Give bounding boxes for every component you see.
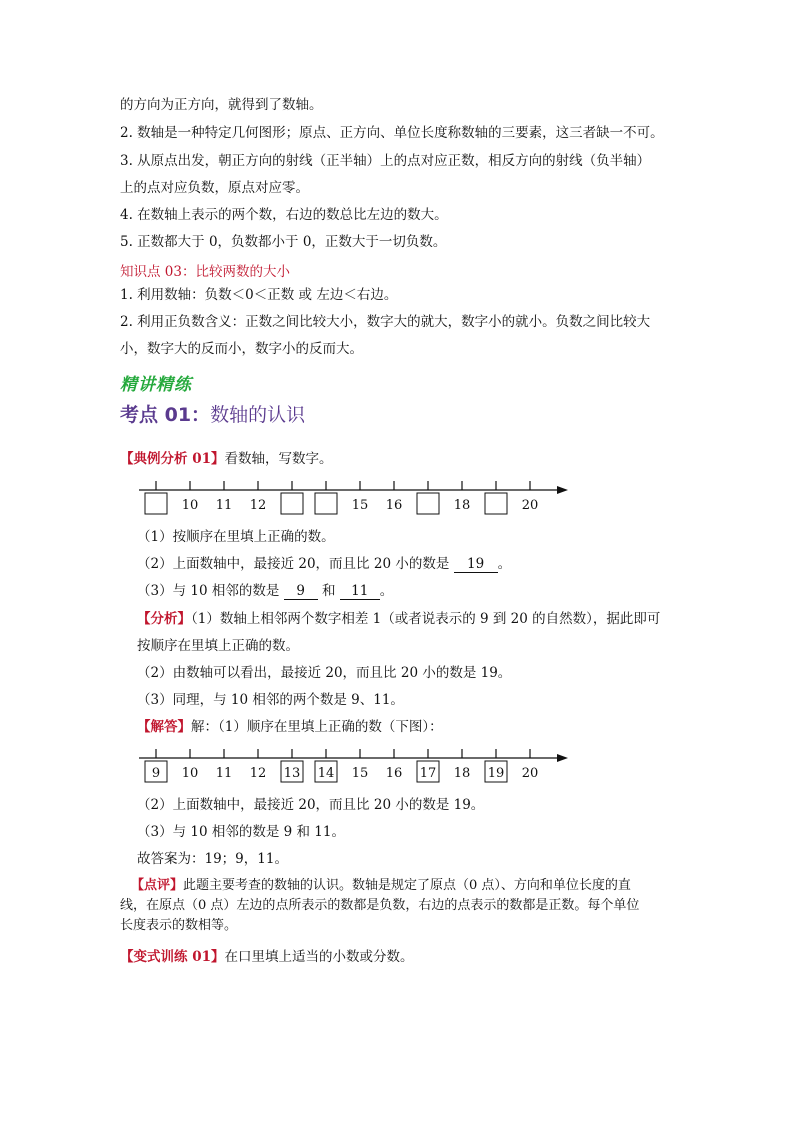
numberline-answer-label: 12 <box>249 766 267 781</box>
numberline-question-box <box>417 493 439 514</box>
numberline-answer-arrow <box>557 754 568 762</box>
topic-heading <box>120 400 305 427</box>
kp03-title: 知识点 03：比较两数的大小 <box>120 264 290 280</box>
example-q2 <box>137 555 511 573</box>
comment-line-1 <box>131 877 631 895</box>
numberline-answer-label: 14 <box>317 766 335 781</box>
variant-tag: 【变式训练 01】 <box>120 949 225 965</box>
answer-line-1 <box>137 718 443 736</box>
numberline-question-box <box>485 493 507 514</box>
topic-prefix: 考点 01： <box>120 404 211 426</box>
numberline-answer-label: 16 <box>385 766 403 781</box>
intro-line-6: 5. 正数都大于 0，负数都小于 0，正数大于一切负数。 <box>120 234 447 250</box>
example-q3 <box>137 582 393 600</box>
analysis-tag: 【分析】 <box>137 611 191 627</box>
topic-name: 数轴的认识 <box>210 404 306 426</box>
example-q3-text: （3）与 10 相邻的数是 <box>137 583 280 599</box>
variant-text: 在口里填上适当的小数或分数。 <box>224 949 414 965</box>
intro-line-1: 的方向为正方向，就得到了数轴。 <box>120 97 323 113</box>
numberline-question-label: 10 <box>181 498 199 513</box>
numberline-question-label: 15 <box>351 498 369 513</box>
analysis-text-1: （1）数轴上相邻两个数字相差 1（或者说表示的 9 到 20 的自然数），据此即可 <box>191 611 661 627</box>
numberline-question-box <box>315 493 337 514</box>
comment-line-2: 线，在原点（0 点）左边的点所表示的数都是负数，右边的点表示的数都是正数。每个单位 <box>120 898 640 913</box>
numberline-question-label: 16 <box>385 498 403 513</box>
numberline-answer-label: 18 <box>453 766 471 781</box>
kp03-line-3: 小，数字大的反而小，数字小的反而大。 <box>120 341 363 357</box>
intro-line-3: 3. 从原点出发，朝正方向的射线（正半轴）上的点对应正数，相反方向的射线（负半轴） <box>120 153 651 169</box>
example-prompt: 看数轴，写数字。 <box>224 451 333 467</box>
numberline-answer-label: 17 <box>419 766 437 781</box>
example-q2-text: （2）上面数轴中，最接近 20，而且比 20 小的数是 <box>137 556 450 572</box>
numberline-answer-label: 19 <box>487 766 505 781</box>
answer-tag: 【解答】 <box>137 719 191 735</box>
numberline-question-box <box>145 493 167 514</box>
analysis-line-1 <box>137 610 660 628</box>
comment-tag: 【点评】 <box>131 878 184 893</box>
numberline-answer-label: 13 <box>283 766 301 781</box>
example-q3-suffix: 。 <box>379 583 394 599</box>
comment-text-1: 此题主要考查的数轴的认识。数轴是规定了原点（0 点）、方向和单位长度的直 <box>183 878 631 893</box>
intro-line-4: 上的点对应负数，原点对应零。 <box>120 180 309 196</box>
comment-line-3: 长度表示的数相等。 <box>120 918 238 933</box>
intro-line-5: 4. 在数轴上表示的两个数，右边的数总比左边的数大。 <box>120 207 448 223</box>
analysis-line-2: 按顺序在里填上正确的数。 <box>137 638 299 654</box>
kp03-line-1: 1. 利用数轴：负数＜0＜正数 或 左边＜右边。 <box>120 287 398 303</box>
numberline-question-label: 11 <box>215 498 233 513</box>
numberline-question-arrow <box>557 486 568 494</box>
answer-text-1: 解：（1）顺序在里填上正确的数（下图）： <box>191 719 443 735</box>
numberline-answer <box>137 746 577 788</box>
numberline-answer-label: 15 <box>351 766 369 781</box>
example-q3-answer-a: 9 <box>284 583 318 600</box>
variant-line <box>120 948 414 966</box>
numberline-answer-label: 10 <box>181 766 199 781</box>
answer-line-4: 故答案为：19；9，11。 <box>137 851 288 867</box>
answer-line-3: （3）与 10 相邻的数是 9 和 11。 <box>137 824 345 840</box>
example-q2-answer: 19 <box>454 556 498 573</box>
example-q2-suffix: 。 <box>497 556 512 572</box>
answer-line-2: （2）上面数轴中，最接近 20，而且比 20 小的数是 19。 <box>137 797 485 813</box>
numberline-question-label: 20 <box>521 498 539 513</box>
example-tag: 【典例分析 01】 <box>120 451 225 467</box>
numberline-answer-label: 9 <box>151 766 161 781</box>
kp03-line-2: 2. 利用正负数含义：正数之间比较大小，数字大的就大，数字小的就小。负数之间比较大 <box>120 314 651 330</box>
numberline-question-label: 12 <box>249 498 267 513</box>
numberline-answer-label: 11 <box>215 766 233 781</box>
analysis-line-4: （3）同理，与 10 相邻的两个数是 9、11。 <box>137 692 404 708</box>
intro-line-2: 2. 数轴是一种特定几何图形；原点、正方向、单位长度称数轴的三要素，这三者缺一不可。 <box>120 125 664 141</box>
example-q3-answer-b: 11 <box>340 583 380 600</box>
numberline-question-label: 18 <box>453 498 471 513</box>
numberline-question <box>137 478 577 520</box>
numberline-question-box <box>281 493 303 514</box>
numberline-answer-label: 20 <box>521 766 539 781</box>
example-q1: （1）按顺序在里填上正确的数。 <box>137 529 335 545</box>
analysis-line-3: （2）由数轴可以看出，最接近 20，而且比 20 小的数是 19。 <box>137 665 512 681</box>
example-heading <box>120 450 333 468</box>
example-q3-mid: 和 <box>321 583 336 599</box>
section-title: 精讲精练 <box>120 375 192 395</box>
